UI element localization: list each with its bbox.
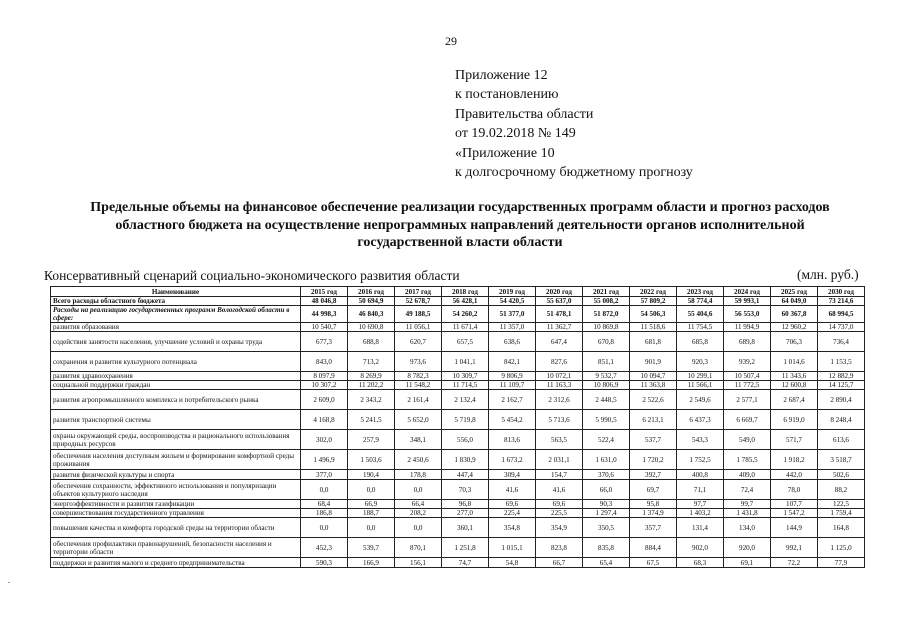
table-cell: 843,0 [301, 352, 348, 372]
table-cell: 11 343,6 [771, 372, 818, 381]
table-cell: 1 251,8 [442, 538, 489, 558]
table-cell: 67,5 [630, 558, 677, 568]
column-header: 2015 год [301, 287, 348, 297]
table-cell: 939,2 [724, 352, 771, 372]
row-label: социальной поддержки граждан [51, 381, 301, 390]
table-cell: 1 125,0 [818, 538, 865, 558]
table-cell: 14 737,0 [818, 323, 865, 332]
table-cell: 95,8 [630, 500, 677, 509]
table-cell: 870,1 [395, 538, 442, 558]
row-label: развития агропромышленного комплекса и потребительского рынка [51, 390, 301, 410]
table-cell: 736,4 [818, 332, 865, 352]
row-label: Всего расходы областного бюджета [51, 297, 301, 306]
table-cell: 2 343,2 [348, 390, 395, 410]
table-cell: 48 046,8 [301, 297, 348, 306]
table-cell: 5 241,5 [348, 410, 395, 430]
table-cell: 68,3 [677, 558, 724, 568]
table-cell: 131,4 [677, 518, 724, 538]
table-cell: 56 553,0 [724, 306, 771, 323]
table-cell: 502,6 [818, 470, 865, 480]
table-cell: 11 163,3 [536, 381, 583, 390]
table-cell: 71,1 [677, 480, 724, 500]
table-cell: 44 998,3 [301, 306, 348, 323]
table-cell: 670,8 [583, 332, 630, 352]
table-cell: 638,6 [489, 332, 536, 352]
row-label: развития физической культуры и спорта [51, 470, 301, 480]
units-label: (млн. руб.) [797, 267, 859, 282]
column-header: 2016 год [348, 287, 395, 297]
table-cell: 1 673,2 [489, 450, 536, 470]
column-header: 2017 год [395, 287, 442, 297]
row-label: развития здравоохранения [51, 372, 301, 381]
table-cell: 1 720,2 [630, 450, 677, 470]
appendix-line: к долгосрочному бюджетному прогнозу [455, 165, 693, 181]
table-cell: 14 125,7 [818, 381, 865, 390]
table-cell: 0,0 [301, 480, 348, 500]
table-cell: 442,0 [771, 470, 818, 480]
table-cell: 134,0 [724, 518, 771, 538]
column-header: 2025 год [771, 287, 818, 297]
table-cell: 357,7 [630, 518, 677, 538]
table-cell: 6 437,3 [677, 410, 724, 430]
table-cell: 6 213,1 [630, 410, 677, 430]
table-cell: 0,0 [395, 518, 442, 538]
table-cell: 188,7 [348, 509, 395, 518]
appendix-line: «Приложение 10 [455, 145, 555, 161]
table-row [51, 323, 865, 332]
table-cell: 706,3 [771, 332, 818, 352]
table-cell: 992,1 [771, 538, 818, 558]
table-cell: 5 990,5 [583, 410, 630, 430]
table-cell: 309,4 [489, 470, 536, 480]
table-cell: 51 377,0 [489, 306, 536, 323]
table-cell: 302,0 [301, 430, 348, 450]
column-header: 2024 год [724, 287, 771, 297]
table-row [51, 500, 865, 509]
table-cell: 590,3 [301, 558, 348, 568]
table-cell: 9 532,7 [583, 372, 630, 381]
table-cell: 884,4 [630, 538, 677, 558]
table-cell: 57 809,2 [630, 297, 677, 306]
table-cell: 69,6 [489, 500, 536, 509]
table-cell: 3 518,7 [818, 450, 865, 470]
table-cell: 4 168,8 [301, 410, 348, 430]
table-cell: 72,4 [724, 480, 771, 500]
table-cell: 190,4 [348, 470, 395, 480]
page-number: 29 [445, 34, 457, 48]
table-cell: 68,4 [301, 500, 348, 509]
table-cell: 277,0 [442, 509, 489, 518]
table-cell: 90,3 [583, 500, 630, 509]
table-cell: 689,8 [724, 332, 771, 352]
row-label: сохранения и развития культурного потенциала [51, 352, 301, 372]
table-cell: 8 248,4 [818, 410, 865, 430]
table-cell: 2 450,6 [395, 450, 442, 470]
table-cell: 55 008,2 [583, 297, 630, 306]
table-cell: 51 478,1 [536, 306, 583, 323]
table-cell: 522,4 [583, 430, 630, 450]
table-cell: 6 669,7 [724, 410, 771, 430]
table-cell: 73 214,6 [818, 297, 865, 306]
table-cell: 65,4 [583, 558, 630, 568]
title-line: областного бюджета на осуществление непрограммных направлений деятельности органов исполнительной [115, 217, 805, 233]
table-cell: 2 549,6 [677, 390, 724, 410]
table-cell: 88,2 [818, 480, 865, 500]
table-cell: 1 503,6 [348, 450, 395, 470]
table-cell: 1 547,2 [771, 509, 818, 518]
table-cell: 156,1 [395, 558, 442, 568]
table-cell: 10 540,7 [301, 323, 348, 332]
row-label: развития транспортной системы [51, 410, 301, 430]
column-header: 2020 год [536, 287, 583, 297]
table-cell: 2 031,1 [536, 450, 583, 470]
table-cell: 208,2 [395, 509, 442, 518]
table-cell: 354,8 [489, 518, 536, 538]
table-cell: 8 269,9 [348, 372, 395, 381]
title-line: государственной власти области [357, 235, 563, 250]
table-cell: 60 367,8 [771, 306, 818, 323]
table-cell: 813,6 [489, 430, 536, 450]
table-cell: 0,0 [348, 518, 395, 538]
table-cell: 1 153,5 [818, 352, 865, 372]
table-header-row [51, 287, 865, 297]
table-cell: 613,6 [818, 430, 865, 450]
row-label: повышения качества и комфорта городской среды на территории области [51, 518, 301, 538]
table-cell: 12 960,2 [771, 323, 818, 332]
table-cell: 360,1 [442, 518, 489, 538]
table-cell: 11 363,8 [630, 381, 677, 390]
table-cell: 2 577,1 [724, 390, 771, 410]
table-cell: 10 094,7 [630, 372, 677, 381]
table-row [51, 381, 865, 390]
table-cell: 348,1 [395, 430, 442, 450]
table-cell: 1 759,4 [818, 509, 865, 518]
table-row [51, 430, 865, 450]
table-cell: 11 772,5 [724, 381, 771, 390]
table-cell: 11 362,7 [536, 323, 583, 332]
table-body [51, 297, 865, 568]
table-row [51, 470, 865, 480]
table-cell: 677,3 [301, 332, 348, 352]
table-cell: 186,8 [301, 509, 348, 518]
table-cell: 96,8 [442, 500, 489, 509]
table-cell: 257,9 [348, 430, 395, 450]
table-row [51, 297, 865, 306]
table-row [51, 306, 865, 323]
table-cell: 2 161,4 [395, 390, 442, 410]
table-cell: 225,4 [489, 509, 536, 518]
table-cell: 681,8 [630, 332, 677, 352]
row-label: развития образования [51, 323, 301, 332]
table-cell: 647,4 [536, 332, 583, 352]
table-cell: 556,0 [442, 430, 489, 450]
table-cell: 52 678,7 [395, 297, 442, 306]
table-cell: 901,9 [630, 352, 677, 372]
table-cell: 1 374,9 [630, 509, 677, 518]
table-cell: 54 420,5 [489, 297, 536, 306]
table-cell: 97,7 [677, 500, 724, 509]
table-cell: 1 014,6 [771, 352, 818, 372]
table-cell: 539,7 [348, 538, 395, 558]
row-label: содействия занятости населения, улучшение условий и охраны труда [51, 332, 301, 352]
appendix-line: от 19.02.2018 № 149 [455, 126, 576, 142]
table-cell: 68 994,5 [818, 306, 865, 323]
table-cell: 2 890,4 [818, 390, 865, 410]
column-header: 2022 год [630, 287, 677, 297]
table-cell: 6 919,0 [771, 410, 818, 430]
table-cell: 225,5 [536, 509, 583, 518]
table-cell: 11 518,6 [630, 323, 677, 332]
table-row [51, 410, 865, 430]
table-cell: 11 202,2 [348, 381, 395, 390]
column-header: 2023 год [677, 287, 724, 297]
table-cell: 8 097,9 [301, 372, 348, 381]
table-cell: 370,6 [583, 470, 630, 480]
table-cell: 1 297,4 [583, 509, 630, 518]
table-cell: 11 566,1 [677, 381, 724, 390]
table-row [51, 509, 865, 518]
table-cell: 11 548,2 [395, 381, 442, 390]
table-cell: 9 806,9 [489, 372, 536, 381]
column-header: Наименование [51, 287, 301, 297]
table-cell: 537,7 [630, 430, 677, 450]
table-cell: 543,3 [677, 430, 724, 450]
table-cell: 842,1 [489, 352, 536, 372]
table-row [51, 450, 865, 470]
table-cell: 10 869,8 [583, 323, 630, 332]
table-cell: 59 993,1 [724, 297, 771, 306]
table-cell: 8 782,3 [395, 372, 442, 381]
table-row [51, 372, 865, 381]
table-cell: 66,0 [583, 480, 630, 500]
table-cell: 452,3 [301, 538, 348, 558]
table-cell: 1 041,1 [442, 352, 489, 372]
title-line: Предельные объемы на финансовое обеспечение реализации государственных программ области и прогноз расходов [90, 200, 830, 215]
table-cell: 1 752,5 [677, 450, 724, 470]
table-cell: 10 690,8 [348, 323, 395, 332]
table-row [51, 480, 865, 500]
table-cell: 1 496,9 [301, 450, 348, 470]
table-cell: 354,9 [536, 518, 583, 538]
scenario-caption: Консервативный сценарий социально-экономического развития области [44, 268, 460, 283]
table-cell: 50 694,9 [348, 297, 395, 306]
table-cell: 55 404,6 [677, 306, 724, 323]
table-cell: 1 918,2 [771, 450, 818, 470]
table-cell: 973,6 [395, 352, 442, 372]
table-cell: 400,8 [677, 470, 724, 480]
table-cell: 144,9 [771, 518, 818, 538]
table-cell: 409,0 [724, 470, 771, 480]
table-cell: 12 600,8 [771, 381, 818, 390]
table-cell: 447,4 [442, 470, 489, 480]
table-cell: 688,8 [348, 332, 395, 352]
table-cell: 66,4 [395, 500, 442, 509]
table-cell: 835,8 [583, 538, 630, 558]
table-cell: 56 428,1 [442, 297, 489, 306]
table-row [51, 538, 865, 558]
row-label: обеспечения населения доступным жильем и формирование комфортной среды проживания [51, 450, 301, 470]
table-cell: 12 882,9 [818, 372, 865, 381]
table-cell: 5 652,0 [395, 410, 442, 430]
table-cell: 154,7 [536, 470, 583, 480]
table-cell: 10 507,4 [724, 372, 771, 381]
table-cell: 920,3 [677, 352, 724, 372]
table-cell: 70,3 [442, 480, 489, 500]
table-cell: 72,2 [771, 558, 818, 568]
table-cell: 0,0 [348, 480, 395, 500]
table-cell: 350,5 [583, 518, 630, 538]
table-cell: 64 049,0 [771, 297, 818, 306]
table-cell: 66,7 [536, 558, 583, 568]
table-row [51, 558, 865, 568]
table-cell: 563,5 [536, 430, 583, 450]
table-cell: 5 713,6 [536, 410, 583, 430]
table-cell: 51 872,0 [583, 306, 630, 323]
table-cell: 2 132,4 [442, 390, 489, 410]
table-cell: 11 109,7 [489, 381, 536, 390]
table-cell: 69,7 [630, 480, 677, 500]
table-cell: 1 015,1 [489, 538, 536, 558]
table-cell: 107,7 [771, 500, 818, 509]
table-cell: 549,0 [724, 430, 771, 450]
table-cell: 178,8 [395, 470, 442, 480]
table-cell: 10 309,7 [442, 372, 489, 381]
table-cell: 99,7 [724, 500, 771, 509]
table-cell: 920,0 [724, 538, 771, 558]
table-cell: 49 188,5 [395, 306, 442, 323]
table-row [51, 352, 865, 372]
table-cell: 5 719,8 [442, 410, 489, 430]
table-cell: 54 506,3 [630, 306, 677, 323]
table-cell: 41,6 [536, 480, 583, 500]
table-cell: 1 403,2 [677, 509, 724, 518]
row-label: поддержки и развития малого и среднего предпринимательства [51, 558, 301, 568]
table-row [51, 332, 865, 352]
table-cell: 713,2 [348, 352, 395, 372]
row-label: обеспечения профилактики правонарушений, безопасности населения и территории области [51, 538, 301, 558]
table-cell: 620,7 [395, 332, 442, 352]
table-cell: 122,5 [818, 500, 865, 509]
table-cell: 823,8 [536, 538, 583, 558]
table-row [51, 390, 865, 410]
table-row [51, 518, 865, 538]
table-cell: 46 840,3 [348, 306, 395, 323]
budget-table [50, 286, 865, 568]
table-cell: 54 260,2 [442, 306, 489, 323]
table-cell: 2 687,4 [771, 390, 818, 410]
table-cell: 827,6 [536, 352, 583, 372]
table-cell: 657,5 [442, 332, 489, 352]
row-label: энергоэффективности и развития газификации [51, 500, 301, 509]
table-cell: 2 312,6 [536, 390, 583, 410]
column-header: 2018 год [442, 287, 489, 297]
table-cell: 69,1 [724, 558, 771, 568]
table-cell: 0,0 [395, 480, 442, 500]
appendix-block [455, 66, 693, 182]
table-cell: 10 072,1 [536, 372, 583, 381]
table-cell: 164,8 [818, 518, 865, 538]
table-cell: 11 357,0 [489, 323, 536, 332]
table-cell: 902,0 [677, 538, 724, 558]
table-cell: 0,0 [301, 518, 348, 538]
table-cell: 74,7 [442, 558, 489, 568]
table-cell: 392,7 [630, 470, 677, 480]
appendix-line: Правительства области [455, 106, 594, 122]
table-cell: 11 714,5 [442, 381, 489, 390]
table-cell: 851,1 [583, 352, 630, 372]
appendix-line: Приложение 12 [455, 68, 548, 83]
scan-speck [8, 582, 10, 583]
table-cell: 1 830,9 [442, 450, 489, 470]
table-cell: 2 522,6 [630, 390, 677, 410]
table-cell: 1 785,5 [724, 450, 771, 470]
table-cell: 11 671,4 [442, 323, 489, 332]
row-label: обеспечения сохранности, эффективного использования и популяризации объектов культурного наследия [51, 480, 301, 500]
table-cell: 58 774,4 [677, 297, 724, 306]
table-cell: 10 299,1 [677, 372, 724, 381]
table-cell: 11 056,1 [395, 323, 442, 332]
table-cell: 66,9 [348, 500, 395, 509]
table-cell: 166,9 [348, 558, 395, 568]
table-cell: 1 431,8 [724, 509, 771, 518]
table-cell: 69,6 [536, 500, 583, 509]
document-title [40, 199, 880, 252]
table-cell: 54,8 [489, 558, 536, 568]
column-header: 2030 год [818, 287, 865, 297]
table-cell: 11 754,5 [677, 323, 724, 332]
table-cell: 1 631,0 [583, 450, 630, 470]
table-cell: 2 609,0 [301, 390, 348, 410]
table-cell: 55 637,0 [536, 297, 583, 306]
table-cell: 10 806,9 [583, 381, 630, 390]
table-cell: 78,0 [771, 480, 818, 500]
column-header: 2019 год [489, 287, 536, 297]
table-cell: 685,8 [677, 332, 724, 352]
row-label: совершенствования государственного управления [51, 509, 301, 518]
table-cell: 377,0 [301, 470, 348, 480]
table-cell: 11 994,9 [724, 323, 771, 332]
column-header: 2021 год [583, 287, 630, 297]
table-cell: 2 162,7 [489, 390, 536, 410]
table-cell: 77,9 [818, 558, 865, 568]
table-cell: 10 307,2 [301, 381, 348, 390]
table-cell: 5 454,2 [489, 410, 536, 430]
table-cell: 2 448,5 [583, 390, 630, 410]
row-label: охраны окружающей среды, воспроизводства и рационального использования природных ресурсов [51, 430, 301, 450]
row-label: Расходы на реализацию государственных программ Вологодской области в сфере: [51, 306, 301, 323]
table-cell: 41,6 [489, 480, 536, 500]
table-cell: 571,7 [771, 430, 818, 450]
appendix-line: к постановлению [455, 87, 559, 103]
